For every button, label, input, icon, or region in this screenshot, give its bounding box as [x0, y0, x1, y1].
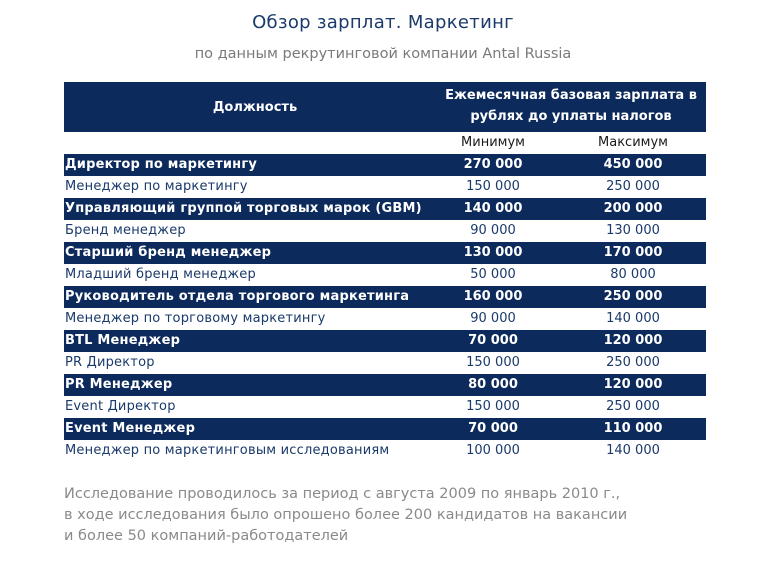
cell-max: 250 000	[606, 179, 660, 194]
cell-min: 90 000	[470, 311, 516, 326]
table-row	[64, 352, 706, 374]
cell-max: 140 000	[606, 311, 660, 326]
table-row	[64, 330, 706, 352]
salary-table-body	[64, 154, 706, 462]
cell-position: PR Директор	[65, 355, 155, 370]
cell-min: 160 000	[463, 289, 523, 304]
column-header-min: Минимум	[461, 135, 525, 150]
cell-max: 450 000	[603, 157, 663, 172]
cell-max: 250 000	[606, 399, 660, 414]
cell-position: BTL Менеджер	[65, 333, 181, 348]
cell-position: Менеджер по маркетинговым исследованиям	[65, 443, 390, 458]
cell-min: 70 000	[468, 421, 518, 436]
table-header	[64, 82, 706, 132]
column-header-position: Должность	[212, 99, 298, 115]
cell-max: 120 000	[603, 333, 663, 348]
cell-max: 110 000	[603, 421, 663, 436]
page-title: Обзор зарплат. Маркетинг	[252, 12, 514, 33]
column-header-max: Максимум	[598, 135, 668, 150]
cell-position: Менеджер по торговому маркетингу	[65, 311, 326, 326]
table-subheader	[64, 134, 706, 154]
cell-max: 130 000	[606, 223, 660, 238]
cell-min: 80 000	[468, 377, 518, 392]
table-row	[64, 418, 706, 440]
cell-max: 80 000	[610, 267, 656, 282]
cell-position: Директор по маркетингу	[65, 157, 258, 172]
table-row	[64, 220, 706, 242]
cell-max: 250 000	[606, 355, 660, 370]
cell-min: 150 000	[466, 355, 520, 370]
column-header-salary-line1: Ежемесячная базовая зарплата в	[445, 88, 697, 103]
cell-min: 50 000	[470, 267, 516, 282]
cell-min: 150 000	[466, 179, 520, 194]
footnote-line: в ходе исследования было опрошено более 200 кандидатов на вакансии	[64, 507, 628, 523]
column-header-salary-line2: рублях до уплаты налогов	[470, 109, 672, 124]
cell-position: Бренд менеджер	[65, 223, 186, 238]
table-row	[64, 440, 706, 462]
cell-max: 200 000	[603, 201, 663, 216]
table-row	[64, 176, 706, 198]
cell-max: 120 000	[603, 377, 663, 392]
cell-min: 100 000	[466, 443, 520, 458]
cell-position: Руководитель отдела торгового маркетинга	[65, 289, 410, 304]
footnote-line: и более 50 компаний-работодателей	[64, 528, 349, 544]
column-header-salary	[436, 85, 706, 127]
table-row	[64, 154, 706, 176]
cell-min: 150 000	[466, 399, 520, 414]
cell-min: 270 000	[463, 157, 523, 172]
table-row	[64, 286, 706, 308]
cell-position: Event Директор	[65, 399, 176, 414]
cell-position: Event Менеджер	[65, 421, 196, 436]
table-row	[64, 242, 706, 264]
cell-min: 70 000	[468, 333, 518, 348]
table-row	[64, 396, 706, 418]
cell-max: 170 000	[603, 245, 663, 260]
table-row	[64, 308, 706, 330]
cell-min: 130 000	[463, 245, 523, 260]
cell-position: Управляющий группой торговых марок (GBM)	[65, 201, 422, 216]
table-row	[64, 198, 706, 220]
cell-position: Младший бренд менеджер	[65, 267, 256, 282]
cell-max: 250 000	[603, 289, 663, 304]
footnote-line: Исследование проводилось за период с августа 2009 по январь 2010 г.,	[64, 486, 621, 502]
table-row	[64, 374, 706, 396]
cell-min: 140 000	[463, 201, 523, 216]
cell-position: PR Менеджер	[65, 377, 173, 392]
page-subtitle: по данным рекрутинговой компании Antal Russia	[194, 46, 572, 62]
cell-position: Менеджер по маркетингу	[65, 179, 248, 194]
cell-max: 140 000	[606, 443, 660, 458]
cell-position: Старший бренд менеджер	[65, 245, 272, 260]
table-row	[64, 264, 706, 286]
cell-min: 90 000	[470, 223, 516, 238]
footnote	[64, 484, 704, 547]
